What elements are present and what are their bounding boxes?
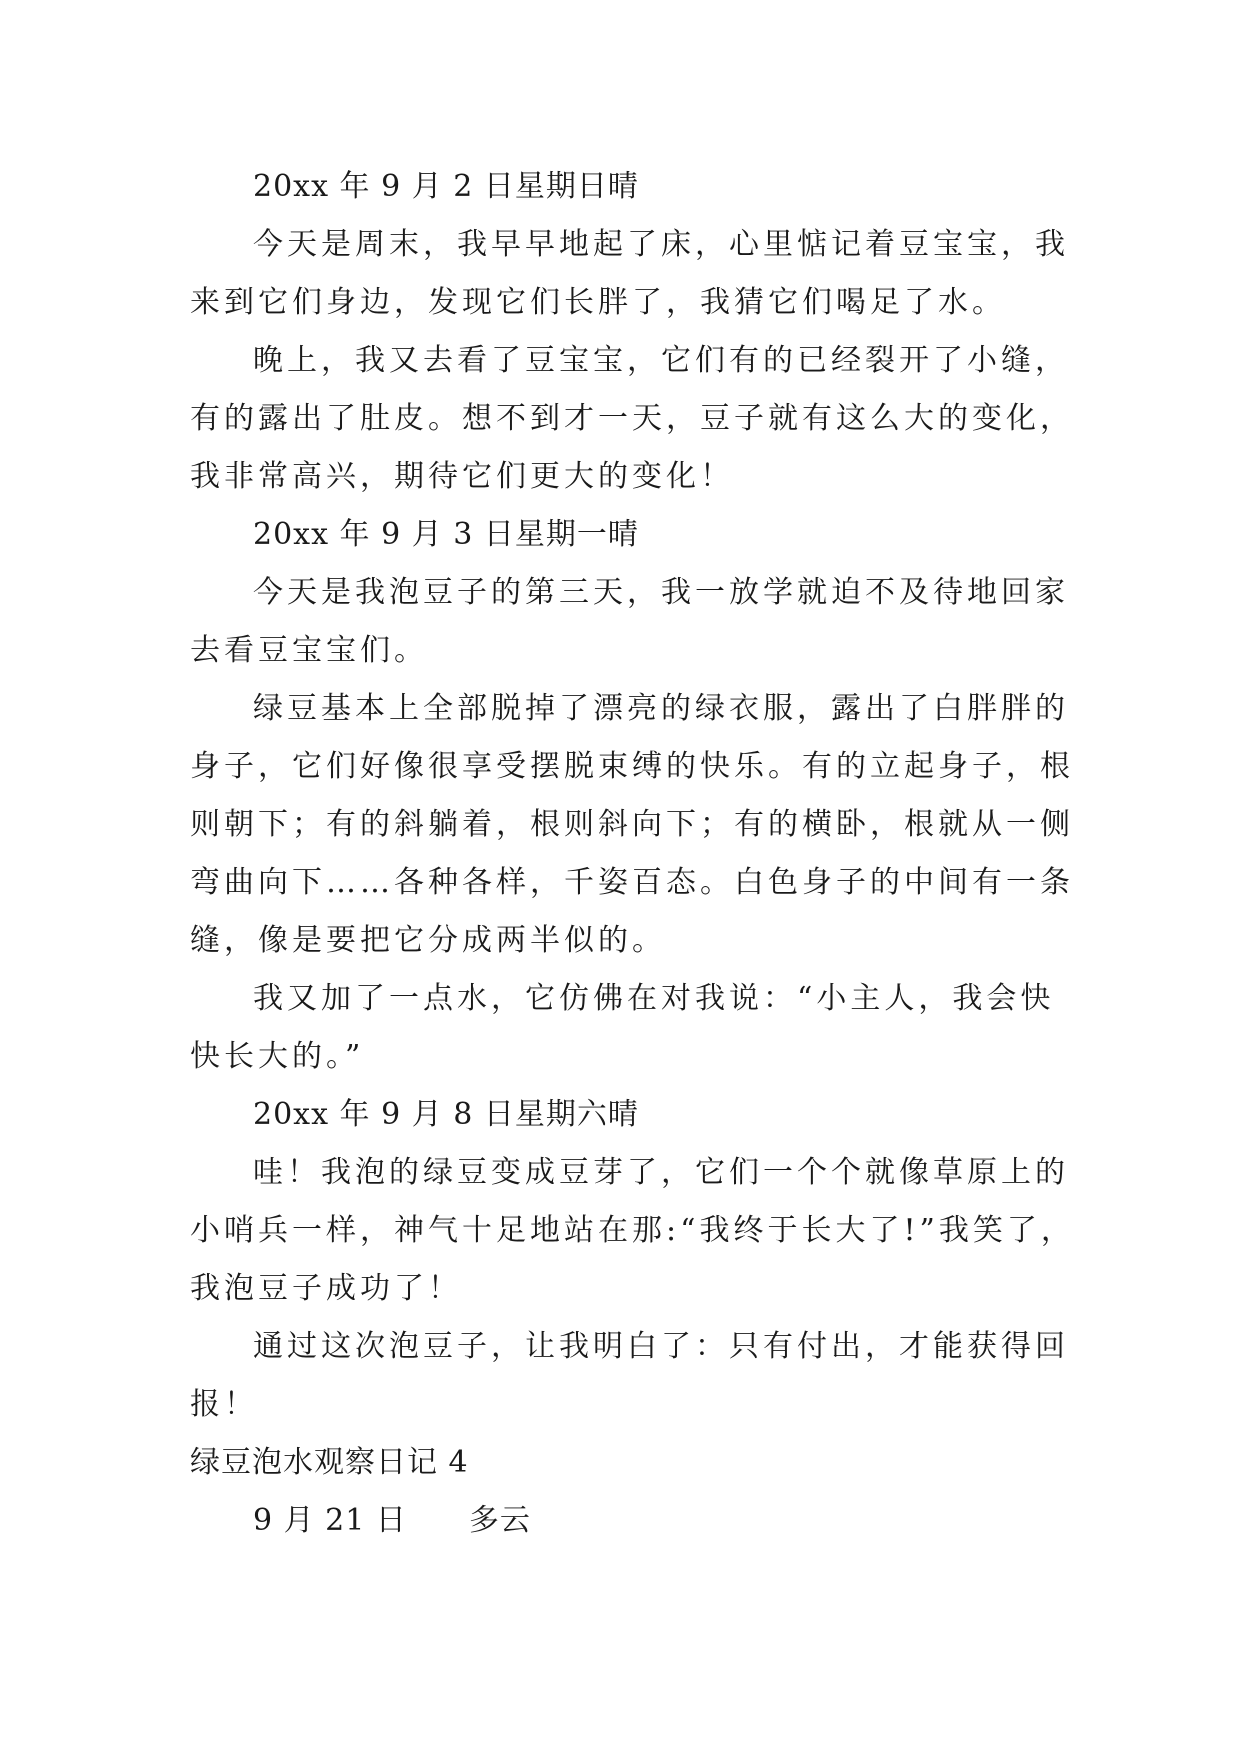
paragraph-line: 我又加了一点水，它仿佛在对我说：“小主人，我会快 (253, 981, 1055, 1016)
paragraph-line: 来到它们身边，发现它们长胖了，我猜它们喝足了水。 (190, 285, 1006, 320)
paragraph-line: 报！ (190, 1387, 258, 1422)
paragraph-line: 晚上，我又去看了豆宝宝，它们有的已经裂开了小缝， (253, 343, 1069, 378)
section-title: 绿豆泡水观察日记 4 (190, 1445, 469, 1480)
paragraph-line: 哇！我泡的绿豆变成豆芽了，它们一个个就像草原上的 (253, 1155, 1069, 1190)
diary-date-line: 9 月 21 日 多云 (253, 1503, 531, 1538)
paragraph-line: 今天是我泡豆子的第三天，我一放学就迫不及待地回家 (253, 575, 1069, 610)
paragraph-line: 则朝下；有的斜躺着，根则斜向下；有的横卧，根就从一侧 (190, 807, 1074, 842)
paragraph-line: 快长大的。” (190, 1039, 365, 1074)
paragraph-line: 缝，像是要把它分成两半似的。 (190, 923, 666, 958)
paragraph-line: 我非常高兴，期待它们更大的变化！ (190, 459, 734, 494)
diary-date-line: 20xx 年 9 月 3 日星期一晴 (253, 517, 639, 552)
paragraph-line: 去看豆宝宝们。 (190, 633, 428, 668)
paragraph-line: 弯曲向下……各种各样，千姿百态。白色身子的中间有一条 (190, 865, 1074, 900)
paragraph-line: 有的露出了肚皮。想不到才一天，豆子就有这么大的变化， (190, 401, 1074, 436)
paragraph-line: 绿豆基本上全部脱掉了漂亮的绿衣服，露出了白胖胖的 (253, 691, 1069, 726)
diary-date-line: 20xx 年 9 月 2 日星期日晴 (253, 169, 639, 204)
paragraph-line: 身子，它们好像很享受摆脱束缚的快乐。有的立起身子，根 (190, 749, 1074, 784)
paragraph-line: 今天是周末，我早早地起了床，心里惦记着豆宝宝，我 (253, 227, 1069, 262)
paragraph-line: 通过这次泡豆子，让我明白了：只有付出，才能获得回 (253, 1329, 1069, 1364)
paragraph-line: 我泡豆子成功了！ (190, 1271, 462, 1306)
document-body (190, 158, 1075, 1550)
diary-date-line: 20xx 年 9 月 8 日星期六晴 (253, 1097, 639, 1132)
paragraph-line: 小哨兵一样，神气十足地站在那:“我终于长大了!”我笑了， (190, 1213, 1075, 1248)
